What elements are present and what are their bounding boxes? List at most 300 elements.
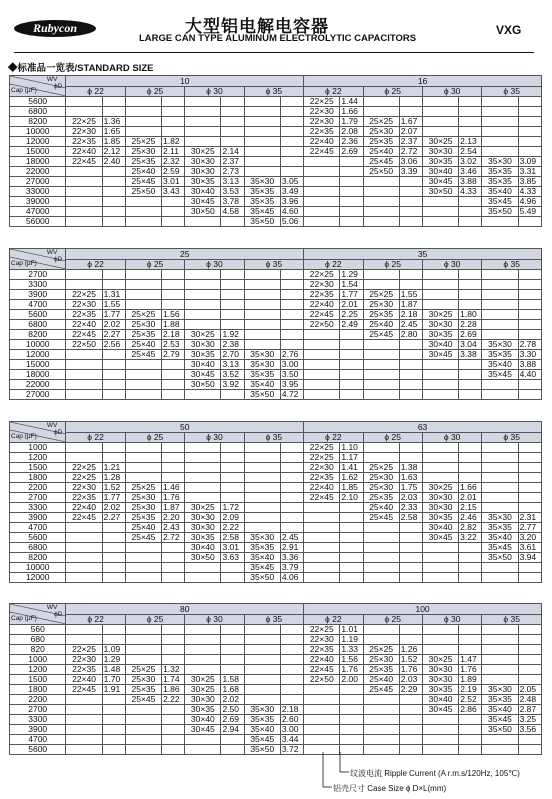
case-size xyxy=(185,117,221,127)
ripple-current: 1.62 xyxy=(340,473,363,483)
ripple-current xyxy=(459,453,482,463)
ripple-current xyxy=(221,97,244,107)
ripple-current xyxy=(162,300,185,310)
ripple-current xyxy=(162,543,185,553)
case-size xyxy=(66,280,102,290)
table-row xyxy=(10,217,542,227)
ripple-current xyxy=(280,270,303,280)
ripple-current: 2.69 xyxy=(221,715,244,725)
case-size: 35×50 xyxy=(244,390,280,400)
table-row xyxy=(10,625,542,635)
ripple-current xyxy=(518,655,541,665)
ripple-current xyxy=(280,290,303,300)
case-size: 35×50 xyxy=(482,207,518,217)
diameter-header: ϕ 25 xyxy=(363,87,422,97)
ripple-current: 2.94 xyxy=(221,725,244,735)
capacitance-label: Cap (μF) xyxy=(11,433,37,440)
ripple-current xyxy=(518,645,541,655)
case-size xyxy=(185,563,221,573)
capacitance-value: 10000 xyxy=(10,563,66,573)
case-size: 30×40 xyxy=(185,543,221,553)
case-size xyxy=(482,635,518,645)
ripple-current: 3.79 xyxy=(280,563,303,573)
case-size xyxy=(244,503,280,513)
ripple-current xyxy=(162,380,185,390)
case-size xyxy=(244,340,280,350)
case-size: 22×25 xyxy=(304,97,340,107)
table-row xyxy=(10,645,542,655)
ripple-current: 3.36 xyxy=(280,553,303,563)
case-size xyxy=(244,635,280,645)
ripple-current xyxy=(518,280,541,290)
case-size: 30×50 xyxy=(422,187,458,197)
ripple-current: 3.49 xyxy=(280,187,303,197)
ripple-current xyxy=(280,473,303,483)
capacitance-value: 10000 xyxy=(10,340,66,350)
ripple-current xyxy=(459,625,482,635)
spec-table xyxy=(9,421,542,583)
title-chinese: 大型铝电解电容器 xyxy=(185,17,329,36)
case-size: 22×40 xyxy=(66,320,102,330)
table-row xyxy=(10,483,542,493)
case-size: 22×30 xyxy=(304,280,340,290)
case-size xyxy=(185,217,221,227)
ripple-current xyxy=(518,443,541,453)
diameter-header: ϕ 30 xyxy=(422,433,481,443)
ripple-current xyxy=(518,675,541,685)
ripple-current: 1.89 xyxy=(459,675,482,685)
ripple-current xyxy=(162,553,185,563)
capacitance-value: 4700 xyxy=(10,300,66,310)
ripple-current xyxy=(221,573,244,583)
ripple-current xyxy=(280,167,303,177)
capacitance-value: 56000 xyxy=(10,217,66,227)
section-title: ◆标准品一览表/STANDARD SIZE xyxy=(8,63,154,74)
ripple-current xyxy=(162,625,185,635)
capacitance-value: 5600 xyxy=(10,97,66,107)
diameter-label: ϕD xyxy=(54,611,63,618)
ripple-current xyxy=(518,563,541,573)
case-size xyxy=(304,695,340,705)
ripple-current xyxy=(221,665,244,675)
case-size xyxy=(244,270,280,280)
case-size: 22×50 xyxy=(304,675,340,685)
voltage-header: 10 xyxy=(66,76,304,87)
case-size: 25×25 xyxy=(125,137,161,147)
ripple-current: 3.39 xyxy=(399,167,422,177)
table-row xyxy=(10,463,542,473)
ripple-current: 2.80 xyxy=(399,330,422,340)
ripple-current: 1.38 xyxy=(399,463,422,473)
capacitance-label: Cap (μF) xyxy=(11,260,37,267)
case-size xyxy=(66,543,102,553)
case-size xyxy=(482,503,518,513)
case-size: 30×25 xyxy=(422,137,458,147)
case-size xyxy=(125,553,161,563)
case-size xyxy=(185,280,221,290)
ripple-current xyxy=(162,745,185,755)
ripple-current: 2.33 xyxy=(399,503,422,513)
case-size: 35×35 xyxy=(482,177,518,187)
capacitance-value: 1200 xyxy=(10,665,66,675)
case-size xyxy=(304,685,340,695)
case-size xyxy=(363,197,399,207)
ripple-current xyxy=(280,503,303,513)
ripple-current: 1.29 xyxy=(102,655,125,665)
ripple-current xyxy=(340,533,363,543)
ripple-current: 2.13 xyxy=(459,137,482,147)
ripple-current: 3.20 xyxy=(518,533,541,543)
case-size: 25×35 xyxy=(125,157,161,167)
case-size xyxy=(125,127,161,137)
table-row xyxy=(10,705,542,715)
capacitance-value: 8200 xyxy=(10,330,66,340)
case-size: 30×35 xyxy=(185,177,221,187)
ripple-current xyxy=(518,137,541,147)
ripple-current xyxy=(340,217,363,227)
ripple-current xyxy=(221,107,244,117)
ripple-current: 2.38 xyxy=(221,340,244,350)
case-size xyxy=(422,217,458,227)
legend-case-size: 铝壳尺寸 Case Size ϕ D×L(mm) xyxy=(333,784,447,793)
table-row xyxy=(10,350,542,360)
ripple-current xyxy=(340,563,363,573)
case-size xyxy=(125,390,161,400)
case-size xyxy=(185,310,221,320)
ripple-current xyxy=(162,217,185,227)
ripple-current: 2.77 xyxy=(518,523,541,533)
ripple-current: 2.10 xyxy=(340,493,363,503)
case-size: 25×25 xyxy=(363,645,399,655)
ripple-current xyxy=(518,635,541,645)
ripple-current: 2.54 xyxy=(459,147,482,157)
case-size xyxy=(363,340,399,350)
case-size: 25×30 xyxy=(363,483,399,493)
case-size: 25×25 xyxy=(363,463,399,473)
case-size: 25×30 xyxy=(363,127,399,137)
ripple-current: 3.43 xyxy=(162,187,185,197)
case-size: 30×45 xyxy=(422,177,458,187)
case-size xyxy=(482,563,518,573)
ripple-current: 2.91 xyxy=(280,543,303,553)
ripple-current xyxy=(340,360,363,370)
case-size xyxy=(244,127,280,137)
ripple-current: 2.58 xyxy=(399,513,422,523)
table-row xyxy=(10,665,542,675)
ripple-current: 2.87 xyxy=(518,705,541,715)
case-size: 30×25 xyxy=(185,675,221,685)
case-size xyxy=(66,270,102,280)
case-size xyxy=(482,655,518,665)
ripple-current: 2.02 xyxy=(221,695,244,705)
ripple-current xyxy=(399,280,422,290)
case-size xyxy=(185,635,221,645)
ripple-current xyxy=(221,300,244,310)
case-size: 25×35 xyxy=(363,493,399,503)
case-size xyxy=(66,443,102,453)
case-size: 30×50 xyxy=(185,380,221,390)
case-size: 30×30 xyxy=(185,513,221,523)
case-size xyxy=(185,107,221,117)
table-row xyxy=(10,685,542,695)
table-row xyxy=(10,107,542,117)
ripple-current xyxy=(221,280,244,290)
ripple-current xyxy=(459,290,482,300)
case-size xyxy=(422,280,458,290)
ripple-current: 2.18 xyxy=(162,330,185,340)
table-row xyxy=(10,177,542,187)
case-size xyxy=(125,107,161,117)
diameter-header: ϕ 30 xyxy=(422,260,481,270)
case-size xyxy=(66,695,102,705)
capacitance-value: 18000 xyxy=(10,157,66,167)
case-size: 22×40 xyxy=(304,483,340,493)
ripple-current: 3.63 xyxy=(221,553,244,563)
case-size xyxy=(482,320,518,330)
case-size: 35×45 xyxy=(482,370,518,380)
ripple-current xyxy=(102,563,125,573)
ripple-current: 1.70 xyxy=(102,675,125,685)
capacitance-value: 5600 xyxy=(10,533,66,543)
ripple-current: 1.80 xyxy=(459,310,482,320)
ripple-current xyxy=(518,217,541,227)
ripple-current xyxy=(102,543,125,553)
ripple-current xyxy=(280,157,303,167)
case-size: 25×30 xyxy=(125,503,161,513)
ripple-current: 3.46 xyxy=(459,167,482,177)
ripple-current: 2.69 xyxy=(340,147,363,157)
ripple-current: 2.59 xyxy=(162,167,185,177)
case-size xyxy=(66,187,102,197)
ripple-current xyxy=(162,473,185,483)
ripple-current: 1.58 xyxy=(221,675,244,685)
ripple-current: 3.95 xyxy=(280,380,303,390)
case-size xyxy=(363,695,399,705)
case-size xyxy=(482,665,518,675)
case-size: 35×45 xyxy=(482,197,518,207)
table-row xyxy=(10,655,542,665)
ripple-current xyxy=(102,635,125,645)
ripple-current xyxy=(518,390,541,400)
case-size xyxy=(244,523,280,533)
diameter-header: ϕ 30 xyxy=(185,433,244,443)
ripple-current: 2.36 xyxy=(340,137,363,147)
ripple-current xyxy=(162,453,185,463)
ripple-current xyxy=(280,320,303,330)
ripple-current xyxy=(280,645,303,655)
ripple-current xyxy=(102,553,125,563)
ripple-current: 1.86 xyxy=(162,685,185,695)
ripple-current: 1.19 xyxy=(340,635,363,645)
case-size xyxy=(185,745,221,755)
case-size: 30×35 xyxy=(422,157,458,167)
capacitance-value: 5600 xyxy=(10,745,66,755)
ripple-current xyxy=(399,340,422,350)
capacitance-value: 1800 xyxy=(10,473,66,483)
ripple-current xyxy=(102,107,125,117)
case-size: 30×25 xyxy=(422,310,458,320)
case-size: 25×30 xyxy=(125,147,161,157)
ripple-current: 1.77 xyxy=(102,493,125,503)
ripple-current xyxy=(459,360,482,370)
ripple-current: 2.46 xyxy=(459,513,482,523)
ripple-current: 5.06 xyxy=(280,217,303,227)
ripple-current xyxy=(459,390,482,400)
case-size: 22×30 xyxy=(66,127,102,137)
ripple-current xyxy=(102,695,125,705)
case-size: 30×40 xyxy=(422,523,458,533)
case-size xyxy=(125,197,161,207)
ripple-current xyxy=(162,97,185,107)
ripple-current: 1.26 xyxy=(399,645,422,655)
case-size: 25×25 xyxy=(363,290,399,300)
case-size xyxy=(304,725,340,735)
case-size xyxy=(185,665,221,675)
ripple-current: 1.67 xyxy=(399,117,422,127)
capacitance-value: 6800 xyxy=(10,107,66,117)
case-size: 25×25 xyxy=(125,483,161,493)
ripple-current: 1.47 xyxy=(459,655,482,665)
case-size xyxy=(422,443,458,453)
case-size: 25×25 xyxy=(125,310,161,320)
case-size xyxy=(244,493,280,503)
capacitance-value: 27000 xyxy=(10,177,66,187)
ripple-current xyxy=(162,715,185,725)
case-size: 25×40 xyxy=(363,675,399,685)
case-size: 30×25 xyxy=(422,655,458,665)
table-row xyxy=(10,503,542,513)
capacitance-value: 15000 xyxy=(10,147,66,157)
case-size xyxy=(304,360,340,370)
case-size xyxy=(304,553,340,563)
ripple-current: 3.96 xyxy=(280,197,303,207)
case-size xyxy=(125,360,161,370)
capacitance-value: 3900 xyxy=(10,725,66,735)
case-size xyxy=(422,207,458,217)
capacitance-value: 3900 xyxy=(10,290,66,300)
case-size xyxy=(482,310,518,320)
case-size: 35×40 xyxy=(482,533,518,543)
ripple-current xyxy=(221,443,244,453)
voltage-header: 80 xyxy=(66,604,304,615)
ripple-current xyxy=(102,217,125,227)
ripple-current xyxy=(518,380,541,390)
ripple-current: 4.96 xyxy=(518,197,541,207)
ripple-current: 1.41 xyxy=(340,463,363,473)
table-row xyxy=(10,473,542,483)
case-size: 35×30 xyxy=(244,350,280,360)
ripple-current: 2.03 xyxy=(399,675,422,685)
ripple-current xyxy=(518,493,541,503)
case-size: 25×30 xyxy=(363,473,399,483)
table-row xyxy=(10,493,542,503)
ripple-current xyxy=(162,360,185,370)
diameter-header: ϕ 35 xyxy=(244,87,304,97)
ripple-current xyxy=(162,573,185,583)
case-size: 25×35 xyxy=(363,310,399,320)
ripple-current xyxy=(162,390,185,400)
case-size xyxy=(422,735,458,745)
ripple-current xyxy=(102,370,125,380)
case-size xyxy=(363,360,399,370)
case-size xyxy=(66,167,102,177)
ripple-current: 3.13 xyxy=(221,360,244,370)
ripple-current: 2.79 xyxy=(162,350,185,360)
ripple-current xyxy=(340,207,363,217)
ripple-current xyxy=(102,390,125,400)
ripple-current xyxy=(221,310,244,320)
ripple-current: 3.06 xyxy=(399,157,422,167)
diameter-header: ϕ 25 xyxy=(125,615,184,625)
table-row xyxy=(10,443,542,453)
capacitance-value: 8200 xyxy=(10,553,66,563)
case-size xyxy=(66,745,102,755)
case-size xyxy=(244,117,280,127)
capacitance-value: 5600 xyxy=(10,310,66,320)
capacitance-value: 1000 xyxy=(10,443,66,453)
case-size: 30×25 xyxy=(185,330,221,340)
ripple-current xyxy=(340,705,363,715)
ripple-current xyxy=(221,217,244,227)
capacitance-value: 1000 xyxy=(10,655,66,665)
case-size xyxy=(66,207,102,217)
ripple-current: 2.82 xyxy=(459,523,482,533)
case-size xyxy=(304,207,340,217)
case-size xyxy=(244,107,280,117)
ripple-current: 4.60 xyxy=(280,207,303,217)
case-size xyxy=(66,725,102,735)
ripple-current: 3.88 xyxy=(459,177,482,187)
ripple-current xyxy=(102,573,125,583)
ripple-current: 2.45 xyxy=(399,320,422,330)
case-size: 30×40 xyxy=(422,340,458,350)
case-size xyxy=(244,147,280,157)
ripple-current: 1.76 xyxy=(162,493,185,503)
case-size: 25×40 xyxy=(125,340,161,350)
case-size: 22×35 xyxy=(66,665,102,675)
ripple-current: 2.02 xyxy=(102,320,125,330)
case-size: 25×25 xyxy=(125,665,161,675)
table-row xyxy=(10,370,542,380)
case-size xyxy=(66,573,102,583)
case-size xyxy=(244,320,280,330)
diameter-header: ϕ 25 xyxy=(125,260,184,270)
case-size xyxy=(66,705,102,715)
case-size: 30×30 xyxy=(422,665,458,675)
case-size xyxy=(244,463,280,473)
ripple-current: 2.11 xyxy=(162,147,185,157)
ripple-current xyxy=(102,97,125,107)
ripple-current xyxy=(399,573,422,583)
ripple-current: 1.72 xyxy=(221,503,244,513)
case-size xyxy=(304,370,340,380)
ripple-current xyxy=(518,127,541,137)
diameter-header: ϕ 25 xyxy=(363,615,422,625)
capacitance-value: 8200 xyxy=(10,117,66,127)
ripple-current xyxy=(102,705,125,715)
case-size xyxy=(422,290,458,300)
voltage-header: 16 xyxy=(304,76,542,87)
ripple-current xyxy=(102,725,125,735)
case-size: 22×45 xyxy=(66,513,102,523)
case-size: 25×40 xyxy=(363,320,399,330)
case-size xyxy=(66,635,102,645)
ripple-current xyxy=(162,443,185,453)
ripple-current: 1.87 xyxy=(162,503,185,513)
ripple-current: 2.25 xyxy=(340,310,363,320)
case-size xyxy=(244,290,280,300)
case-size: 25×30 xyxy=(125,675,161,685)
